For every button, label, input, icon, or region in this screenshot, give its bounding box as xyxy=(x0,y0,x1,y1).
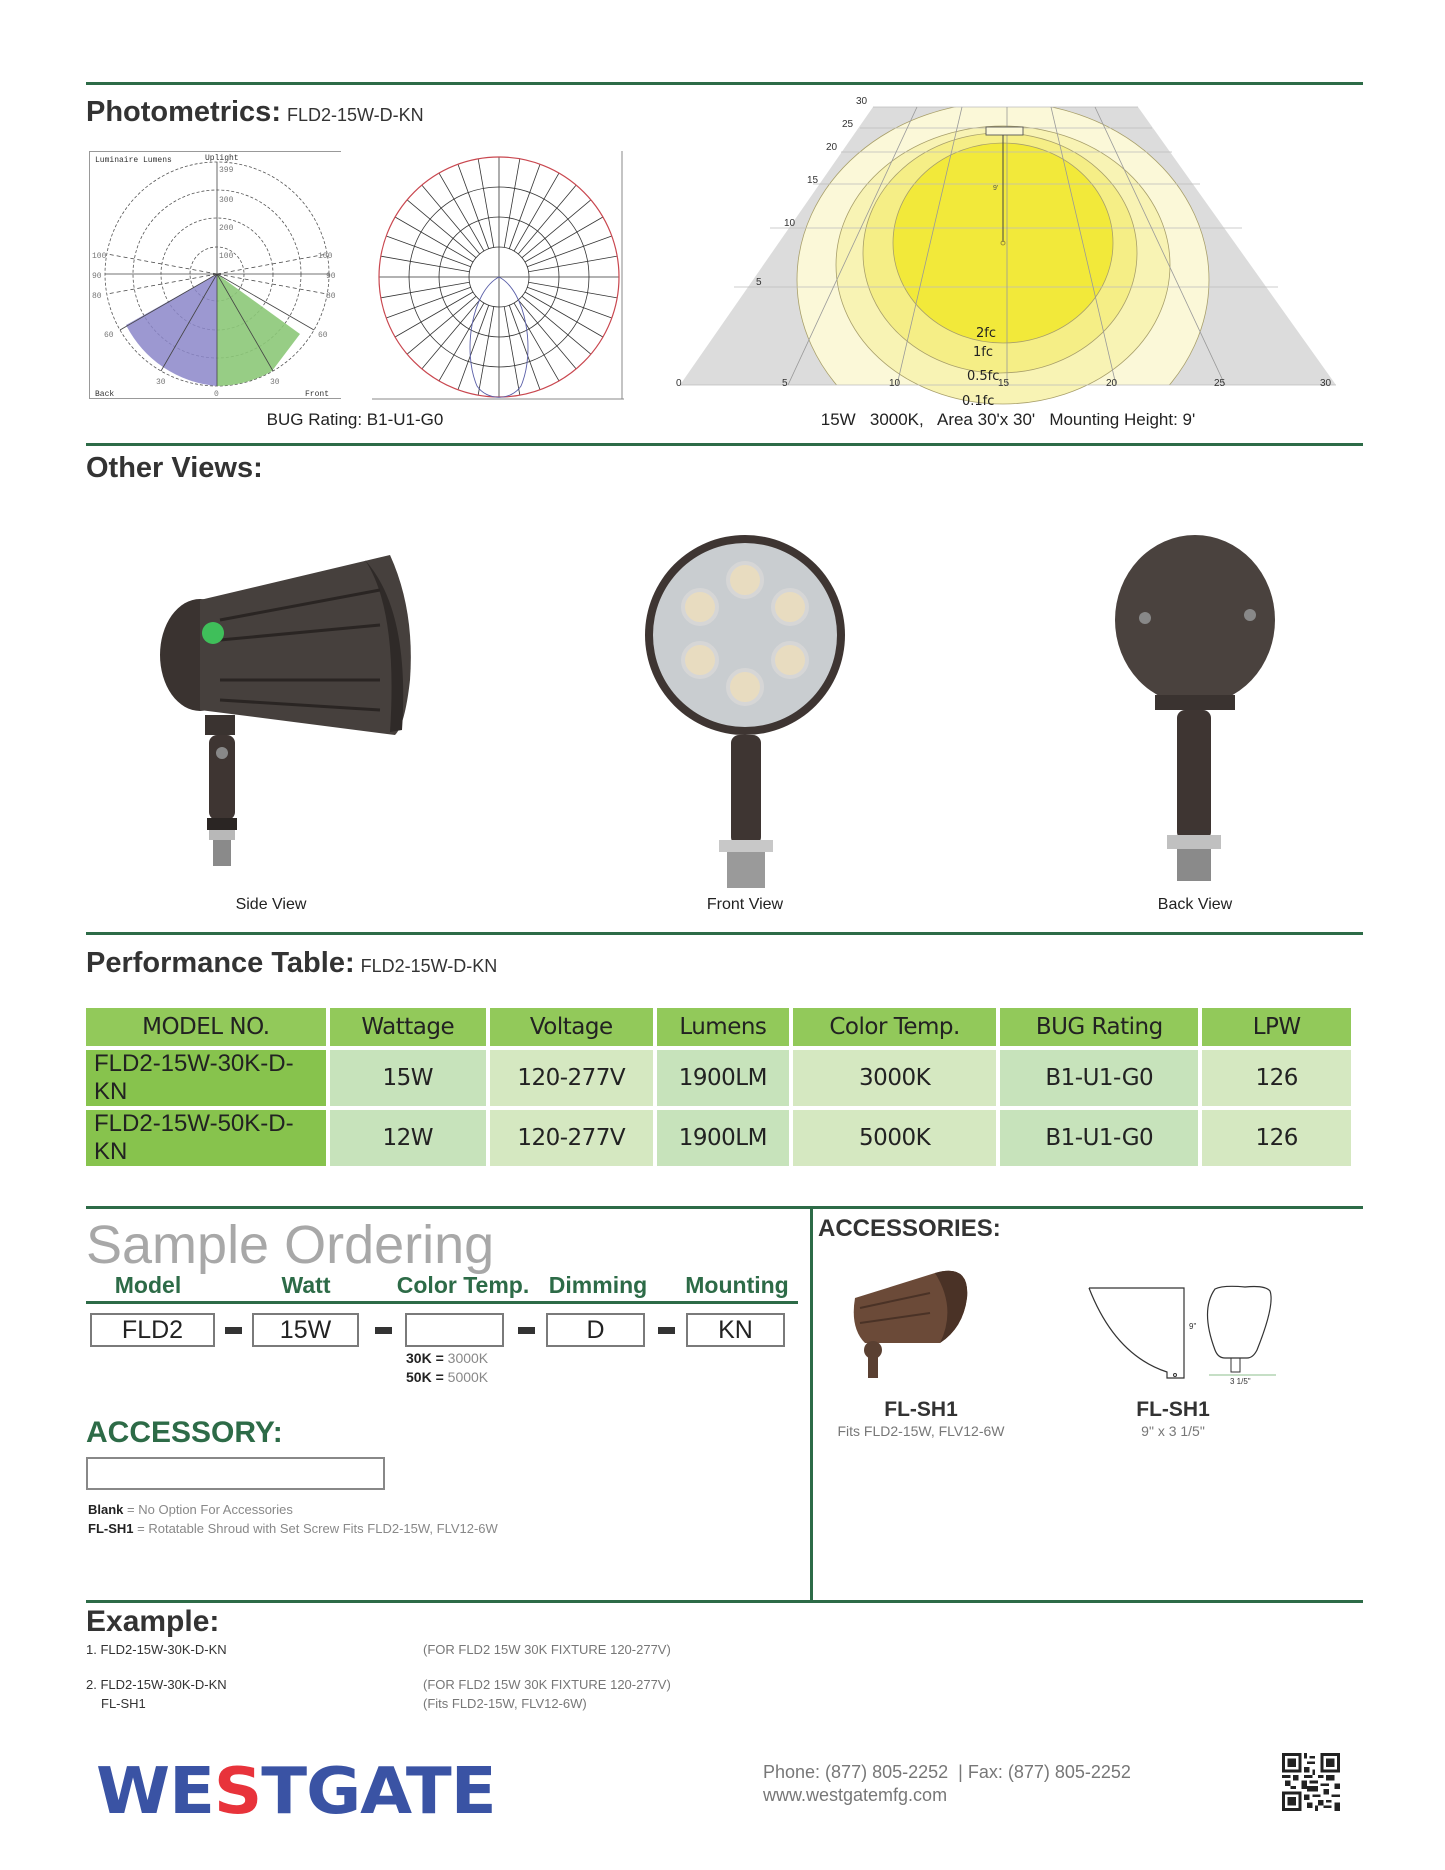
bug-rating-chart xyxy=(89,151,341,399)
cell-color-temp: 3000K xyxy=(793,1050,996,1106)
candela-polar-chart xyxy=(372,151,624,401)
cell-lumens: 1900LM xyxy=(657,1050,789,1106)
cell-voltage: 120-277V xyxy=(490,1050,653,1106)
example-heading: Example: xyxy=(86,1605,220,1638)
svg-text:399: 399 xyxy=(219,166,234,175)
divider-vertical xyxy=(810,1206,813,1603)
side-view-caption: Side View xyxy=(235,896,307,913)
color-temp-field[interactable] xyxy=(405,1313,504,1347)
shroud-photo xyxy=(845,1268,975,1383)
accessory-item-desc: Fits FLD2-15W, FLV12-6W xyxy=(837,1423,1005,1439)
table-row xyxy=(86,1050,1351,1106)
example-desc: (FOR FLD2 15W 30K FIXTURE 120-277V) xyxy=(423,1677,671,1692)
front-view-caption: Front View xyxy=(706,896,784,913)
example-code: 1. FLD2-15W-30K-D-KN xyxy=(86,1642,227,1657)
westgate-logo: WESTGATE xyxy=(96,1755,496,1829)
svg-text:9": 9" xyxy=(1189,1322,1197,1331)
svg-text:80: 80 xyxy=(92,292,102,301)
divider-example xyxy=(86,1600,1363,1603)
header-color-temp: Color Temp. xyxy=(793,1008,996,1046)
qr-code-icon xyxy=(1282,1753,1340,1811)
model-field[interactable]: FLD2 xyxy=(90,1313,215,1347)
cell-lpw: 126 xyxy=(1202,1110,1351,1166)
side-view-image xyxy=(140,550,420,890)
accessory-note: Blank = No Option For Accessories xyxy=(88,1502,293,1517)
svg-text:100: 100 xyxy=(219,252,234,261)
photometrics-heading xyxy=(86,96,424,129)
example-desc: (FOR FLD2 15W 30K FIXTURE 120-277V) xyxy=(423,1642,671,1657)
cell-color-temp: 5000K xyxy=(793,1110,996,1166)
cell-wattage: 12W xyxy=(330,1110,486,1166)
isofootcandle-chart xyxy=(660,95,1360,409)
svg-text:20: 20 xyxy=(826,142,838,153)
back-view-caption: Back View xyxy=(1157,896,1233,913)
svg-text:90: 90 xyxy=(92,272,102,281)
svg-text:60: 60 xyxy=(104,331,114,340)
svg-text:0.1fc: 0.1fc xyxy=(962,394,995,409)
svg-text:2fc: 2fc xyxy=(976,326,996,341)
svg-text:9': 9' xyxy=(993,185,999,192)
svg-text:1fc: 1fc xyxy=(973,345,993,360)
accessory-heading: ACCESSORY: xyxy=(86,1416,283,1449)
performance-table xyxy=(82,1004,1355,1170)
x-tick: 10 xyxy=(889,378,901,389)
cell-bug-rating: B1-U1-G0 xyxy=(1000,1110,1198,1166)
photometrics-title: Photometrics: xyxy=(86,96,281,128)
cell-model: FLD2-15W-30K-D-KN xyxy=(86,1050,326,1106)
separator-dash xyxy=(658,1327,675,1334)
accessory-item-name: FL-SH1 xyxy=(1136,1398,1210,1421)
svg-text:30: 30 xyxy=(156,378,166,387)
separator-dash xyxy=(375,1327,392,1334)
svg-text:60: 60 xyxy=(318,331,328,340)
svg-text:15: 15 xyxy=(807,175,819,186)
cell-wattage: 15W xyxy=(330,1050,486,1106)
cell-lumens: 1900LM xyxy=(657,1110,789,1166)
cell-voltage: 120-277V xyxy=(490,1110,653,1166)
svg-text:Back: Back xyxy=(95,390,115,399)
x-tick: 20 xyxy=(1106,378,1118,389)
ordering-underline xyxy=(86,1301,798,1304)
column-dimming: Dimming xyxy=(548,1272,648,1298)
separator-dash xyxy=(518,1327,535,1334)
svg-text:200: 200 xyxy=(219,224,234,233)
dimming-field[interactable]: D xyxy=(546,1313,645,1347)
svg-text:5: 5 xyxy=(756,277,762,288)
divider-performance xyxy=(86,932,1363,935)
photometrics-model: FLD2-15W-D-KN xyxy=(286,105,424,125)
shroud-dimension-drawing xyxy=(1075,1285,1275,1385)
header-lumens: Lumens xyxy=(657,1008,789,1046)
table-row xyxy=(86,1110,1351,1166)
svg-text:10: 10 xyxy=(784,218,796,229)
cell-model: FLD2-15W-50K-D-KN xyxy=(86,1110,326,1166)
back-view-image xyxy=(1105,535,1285,895)
isofootcandle-caption: 15W 3000K, Area 30'x 30' Mounting Height: 9' xyxy=(820,410,1196,429)
header-voltage: Voltage xyxy=(490,1008,653,1046)
accessory-field[interactable] xyxy=(86,1457,385,1490)
front-view-image xyxy=(645,535,845,895)
svg-text:90: 90 xyxy=(326,272,336,281)
performance-model: FLD2-15W-D-KN xyxy=(360,956,498,976)
cell-lpw: 126 xyxy=(1202,1050,1351,1106)
svg-text:0: 0 xyxy=(214,390,219,399)
accessory-item-desc: 9" x 3 1/5" xyxy=(1141,1423,1205,1439)
header-bug-rating: BUG Rating xyxy=(1000,1008,1198,1046)
candela-polar-plot xyxy=(372,151,624,401)
iso-x-axis xyxy=(676,378,1356,392)
header-lpw: LPW xyxy=(1202,1008,1351,1046)
watt-field[interactable]: 15W xyxy=(252,1313,359,1347)
column-watt: Watt xyxy=(281,1272,331,1298)
divider-top xyxy=(86,82,1363,85)
divider-ordering xyxy=(86,1206,1363,1209)
x-tick: 30 xyxy=(1320,378,1332,389)
svg-text:Uplight: Uplight xyxy=(205,154,239,163)
svg-text:100: 100 xyxy=(92,252,107,261)
isofootcandle-plot xyxy=(660,95,1360,409)
svg-text:Front: Front xyxy=(305,390,330,399)
accessory-item-name: FL-SH1 xyxy=(884,1398,958,1421)
separator-dash xyxy=(225,1327,242,1334)
accessory-note: FL-SH1 = Rotatable Shroud with Set Screw Fits FLD2-15W, FLV12-6W xyxy=(88,1521,498,1536)
svg-text:100: 100 xyxy=(318,252,333,261)
column-mounting: Mounting xyxy=(685,1272,789,1298)
mounting-field[interactable]: KN xyxy=(686,1313,785,1347)
color-temp-note: 30K = 3000K xyxy=(406,1350,489,1366)
bug-polar-plot xyxy=(90,152,342,400)
bug-rating-caption: BUG Rating: B1-U1-G0 xyxy=(266,410,444,429)
x-tick: 5 xyxy=(782,378,788,389)
svg-text:30: 30 xyxy=(856,96,868,107)
example-desc: (Fits FLD2-15W, FLV12-6W) xyxy=(423,1696,587,1711)
contact-website[interactable]: www.westgatemfg.com xyxy=(763,1785,948,1805)
accessories-heading: ACCESSORIES: xyxy=(818,1215,1001,1242)
svg-text:300: 300 xyxy=(219,196,234,205)
x-tick: 25 xyxy=(1214,378,1226,389)
svg-text:25: 25 xyxy=(842,119,854,130)
x-tick: 0 xyxy=(676,378,682,389)
svg-text:Luminaire Lumens: Luminaire Lumens xyxy=(95,156,172,165)
example-code: FL-SH1 xyxy=(101,1696,146,1711)
divider-other-views xyxy=(86,443,1363,446)
header-model: MODEL NO. xyxy=(86,1008,326,1046)
example-code: 2. FLD2-15W-30K-D-KN xyxy=(86,1677,227,1692)
svg-text:30: 30 xyxy=(270,378,280,387)
color-temp-note: 50K = 5000K xyxy=(406,1369,489,1385)
cell-bug-rating: B1-U1-G0 xyxy=(1000,1050,1198,1106)
column-model: Model xyxy=(114,1272,182,1298)
performance-title: Performance Table: xyxy=(86,947,355,979)
performance-heading xyxy=(86,947,497,980)
contact-phone: Phone: (877) 805-2252 | Fax: (877) 805-2252 xyxy=(763,1762,1131,1782)
other-views-heading: Other Views: xyxy=(86,452,263,484)
svg-text:80: 80 xyxy=(326,292,336,301)
svg-text:0.5fc: 0.5fc xyxy=(967,369,1000,384)
x-tick: 15 xyxy=(998,378,1010,389)
table-header-row xyxy=(86,1008,1351,1046)
header-wattage: Wattage xyxy=(330,1008,486,1046)
sample-ordering-title: Sample Ordering xyxy=(86,1215,495,1275)
svg-text:3 1/5": 3 1/5" xyxy=(1230,1377,1251,1386)
column-color-temp: Color Temp. xyxy=(396,1272,530,1298)
